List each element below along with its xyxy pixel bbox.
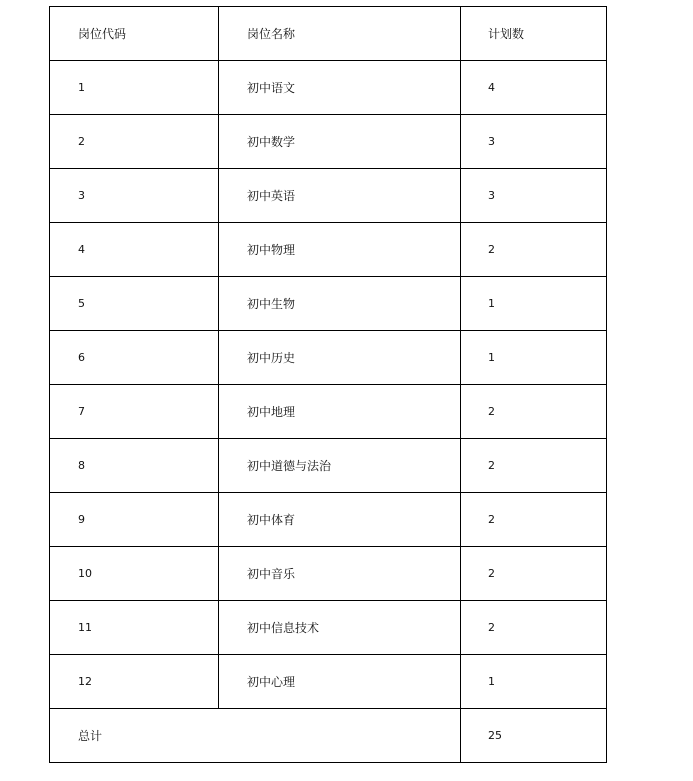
position-code: 1 bbox=[50, 61, 219, 115]
position-name: 初中心理 bbox=[219, 655, 461, 709]
position-name: 初中体育 bbox=[219, 493, 461, 547]
header-row bbox=[50, 7, 607, 61]
position-code: 6 bbox=[50, 331, 219, 385]
table-row bbox=[50, 223, 607, 277]
position-name: 初中语文 bbox=[219, 61, 461, 115]
table-row bbox=[50, 547, 607, 601]
total-label: 总计 bbox=[50, 709, 461, 763]
header-count: 计划数 bbox=[461, 7, 607, 61]
position-name: 初中物理 bbox=[219, 223, 461, 277]
position-code: 4 bbox=[50, 223, 219, 277]
position-code: 9 bbox=[50, 493, 219, 547]
position-code: 7 bbox=[50, 385, 219, 439]
table-row bbox=[50, 115, 607, 169]
table-row bbox=[50, 385, 607, 439]
position-name: 初中数学 bbox=[219, 115, 461, 169]
table-row bbox=[50, 61, 607, 115]
table-row bbox=[50, 655, 607, 709]
plan-count: 1 bbox=[461, 655, 607, 709]
header-code: 岗位代码 bbox=[50, 7, 219, 61]
position-name: 初中英语 bbox=[219, 169, 461, 223]
position-name: 初中音乐 bbox=[219, 547, 461, 601]
plan-count: 4 bbox=[461, 61, 607, 115]
plan-count: 2 bbox=[461, 223, 607, 277]
plan-count: 3 bbox=[461, 115, 607, 169]
plan-count: 2 bbox=[461, 493, 607, 547]
table-row bbox=[50, 169, 607, 223]
position-name: 初中信息技术 bbox=[219, 601, 461, 655]
plan-count: 2 bbox=[461, 547, 607, 601]
plan-count: 2 bbox=[461, 601, 607, 655]
plan-count: 2 bbox=[461, 439, 607, 493]
plan-count: 3 bbox=[461, 169, 607, 223]
table-row bbox=[50, 277, 607, 331]
table-row bbox=[50, 439, 607, 493]
position-name: 初中道德与法治 bbox=[219, 439, 461, 493]
table-row bbox=[50, 331, 607, 385]
total-row bbox=[50, 709, 607, 763]
position-code: 10 bbox=[50, 547, 219, 601]
position-code: 3 bbox=[50, 169, 219, 223]
position-code: 11 bbox=[50, 601, 219, 655]
plan-count: 2 bbox=[461, 385, 607, 439]
table-row bbox=[50, 601, 607, 655]
table-row bbox=[50, 493, 607, 547]
total-count: 25 bbox=[461, 709, 607, 763]
position-code: 5 bbox=[50, 277, 219, 331]
position-name: 初中生物 bbox=[219, 277, 461, 331]
plan-count: 1 bbox=[461, 277, 607, 331]
position-code: 12 bbox=[50, 655, 219, 709]
position-code: 8 bbox=[50, 439, 219, 493]
header-name: 岗位名称 bbox=[219, 7, 461, 61]
position-name: 初中地理 bbox=[219, 385, 461, 439]
position-name: 初中历史 bbox=[219, 331, 461, 385]
plan-count: 1 bbox=[461, 331, 607, 385]
position-code: 2 bbox=[50, 115, 219, 169]
positions-table bbox=[49, 6, 607, 763]
table-body bbox=[50, 7, 607, 763]
